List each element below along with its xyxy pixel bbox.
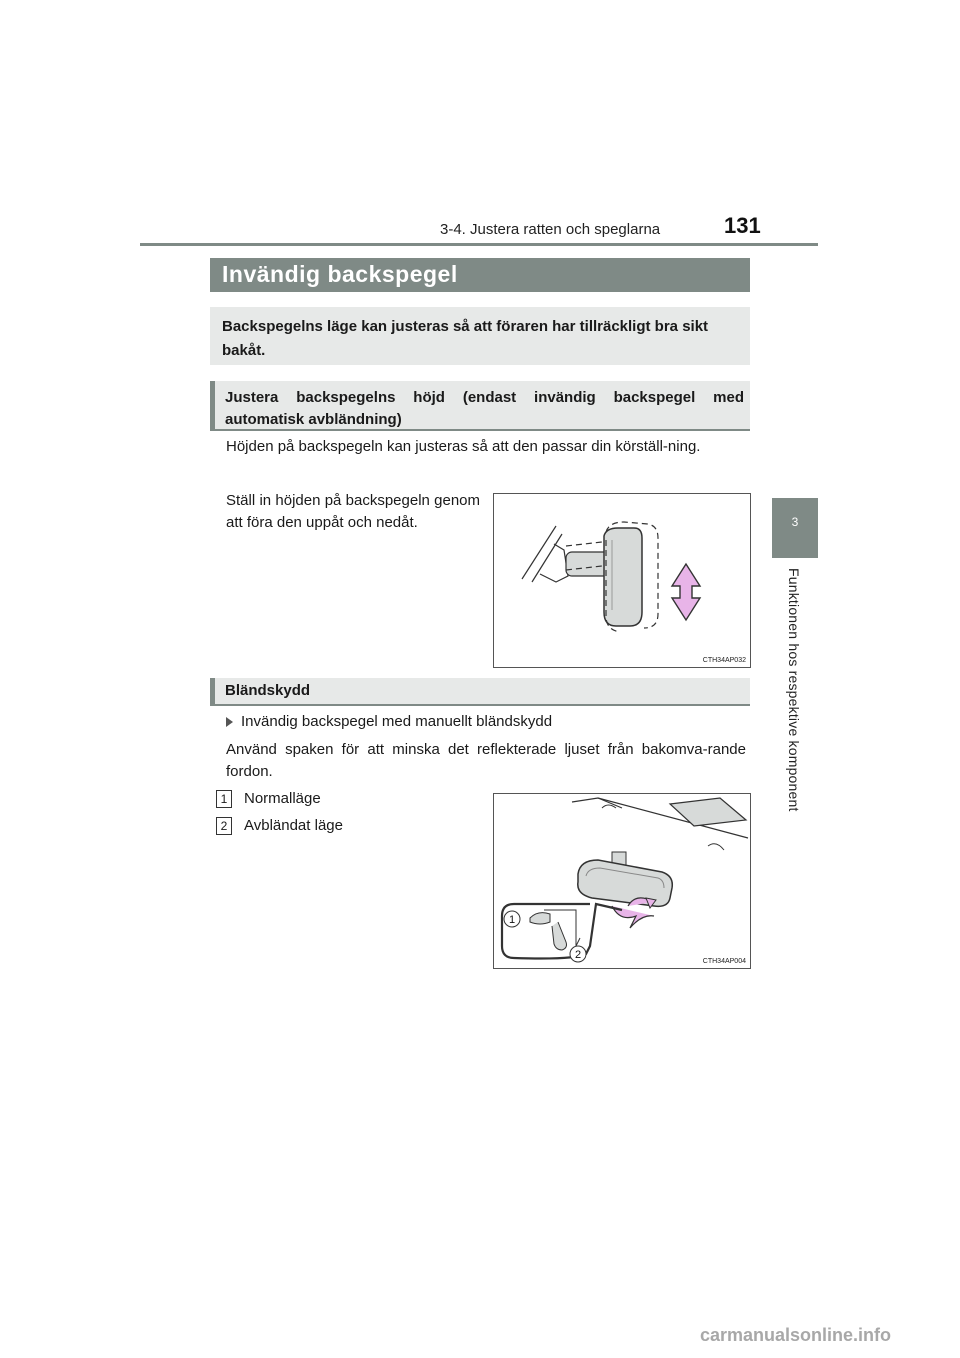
figure-glare-lever (493, 793, 751, 969)
bullet-triangle-icon (226, 717, 233, 727)
section-heading-height-text: Justera backspegelns höjd (endast invändig backspegel med automatisk avbländning) (225, 389, 744, 428)
header-divider (140, 243, 818, 246)
figure-code: CTH34AP004 (702, 958, 746, 965)
paragraph-height: Höjden på backspegeln kan justeras så att den passar din körställ-ning. (226, 438, 701, 455)
bullet-item (226, 713, 552, 730)
section-heading-height (210, 381, 750, 431)
svg-text:2: 2 (574, 949, 582, 961)
section-heading-glare-text: Bländskydd (225, 682, 311, 699)
intro-text: Backspegelns läge kan justeras så att föraren har tillräckligt bra sikt bakåt. (222, 318, 709, 359)
header-section-title: 3-4. Justera ratten och speglarna (440, 221, 661, 238)
page-title: Invändig backspegel (222, 261, 458, 287)
item-number: 2 (216, 817, 232, 835)
page-number: 131 (724, 213, 761, 238)
list-item (216, 790, 321, 808)
title-bar (210, 258, 750, 292)
intro-box (210, 307, 750, 365)
svg-text:1: 1 (508, 914, 516, 926)
chapter-tab (772, 498, 818, 558)
figure-mirror-height (493, 493, 751, 668)
paragraph-adjust: Ställ in höjden på backspegeln genom att föra den uppåt och nedåt. (226, 492, 480, 531)
glare-lever-illustration (494, 794, 750, 968)
bullet-text: Invändig backspegel med manuellt bländskydd (241, 713, 553, 730)
section-heading-glare (210, 678, 750, 706)
figure-code: CTH34AP032 (702, 657, 746, 664)
chapter-number: 3 (791, 515, 799, 529)
chapter-title: Funktionen hos respektive komponent (786, 568, 802, 812)
item-label: Normalläge (244, 790, 321, 807)
watermark: carmanualsonline.info (700, 1325, 892, 1345)
mirror-height-illustration (494, 494, 750, 667)
item-number: 1 (216, 790, 232, 808)
paragraph-glare: Använd spaken för att minska det reflekterade ljuset från bakomva-rande fordon. (226, 741, 746, 780)
item-label: Avbländat läge (244, 817, 343, 834)
list-item (216, 817, 343, 835)
